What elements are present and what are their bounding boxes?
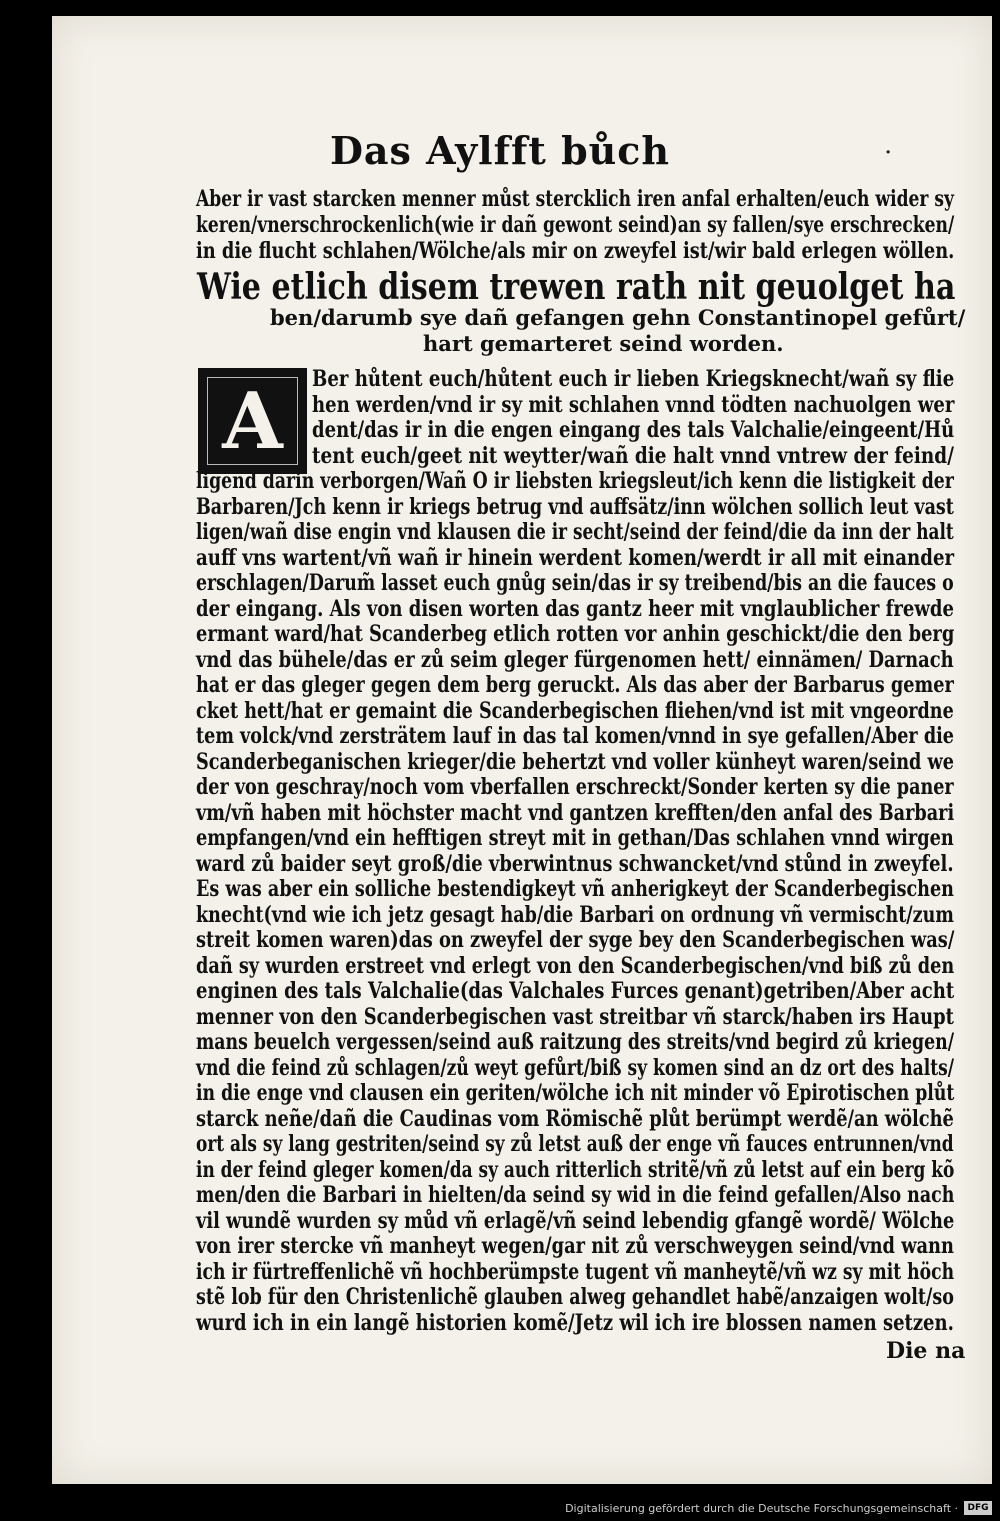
body-line: tem volck/vnd zersträtem lauf in das tal komen/vnnd in sye gefallen/Aber die	[196, 723, 954, 749]
intro-line: in die flucht schlahen/Wölche/als mir on zweyfel ist/wir bald erlegen wöllen.	[196, 238, 955, 264]
body-line: Es was aber ein solliche bestendigkeyt vñ anherigkeyt der Scanderbegischen	[196, 876, 954, 902]
body-line: hat er das gleger gegen dem berg geruckt. Als das aber der Barbarus gemer	[196, 672, 954, 698]
body-line: der eingang. Als von disen worten das gantz heer mit vnglaublicher frewde	[196, 595, 954, 622]
chapter-heading-line3: hart gemarteret seind worden.	[423, 331, 784, 356]
body-line: ort als sy lang gestriten/seind sy zů letst auß der enge vñ fauces entrunnen/vnd	[196, 1131, 954, 1157]
body-line: starck neñe/dañ die Caudinas vom Römischẽ plůt berümpt werdẽ/an wölchẽ	[196, 1105, 954, 1132]
body-line: vil wundẽ wurden sy můd vñ erlagẽ/vñ seind lebendig gfangẽ wordẽ/ Wölche	[196, 1207, 955, 1234]
body-line: ligend darin verborgen/Wañ O ir liebsten kriegsleut/ich kenn die listigkeit der	[196, 468, 954, 494]
body-line: wurd ich in ein langẽ historien komẽ/Jetz wil ich ire blossen namen setzen.	[196, 1309, 954, 1336]
body-line: menner von den Scanderbegischen vast streitbar vñ starck/haben irs Haupt	[196, 1003, 954, 1030]
body-line: cket hett/hat er gemaint die Scanderbegischen fliehen/vnd ist mit vngeordne	[196, 697, 954, 724]
body-line: empfangen/vnd ein hefftigen streyt mit in gethan/Das schlahen vnnd wirgen	[196, 825, 954, 851]
running-head	[0, 128, 1000, 173]
body-line: auff vns wartent/vñ wañ ir hinein werdent komen/werdt ir all mit einander	[196, 544, 955, 571]
body-line: men/den die Barbari in hielten/da seind sy wid in die feind gefallen/Also nach	[196, 1182, 955, 1208]
body-line: Ber hůtent euch/hůtent euch ir lieben Kriegsknecht/wañ sy flie	[312, 366, 955, 392]
body-line: dent/das ir in die engen eingang des tals Valchalie/eingeent/Hů	[312, 417, 955, 443]
catchword: Die na	[886, 1338, 966, 1364]
body-line: ich ir fürtreffenlichẽ vñ hochberümpste tugent vñ manheytẽ/vñ wz sy mit höch	[196, 1258, 955, 1285]
chapter-heading: Wie etlich disem trewen rath nit geuolget ha	[197, 266, 956, 308]
body-line: in der feind gleger komen/da sy auch ritterlich stritẽ/vñ zů letst auf ein berg kõ	[196, 1156, 955, 1183]
body-line: Scanderbeganischen krieger/die behertzt vnd voller künheyt waren/seind we	[196, 748, 954, 775]
body-line: erschlagen/Darum̃ lasset euch gnůg sein/das ir sy treibend/bis an die fauces o	[196, 570, 954, 596]
body-line: streit komen waren)das on zweyfel der syge bey den Scanderbegischen was/	[196, 927, 955, 953]
body-line: ligen/wañ dise engin vnd klausen die ir secht/seind der feind/die da inn der halt	[196, 519, 954, 545]
body-line: stẽ lob für den Christenlichẽ glauben alweg gehandlet habẽ/anzaigen wolt/so	[196, 1284, 954, 1310]
dfg-logo: DFG	[964, 1501, 992, 1515]
body-line: enginen des tals Valchalie(das Valchales Furces genant)getriben/Aber acht	[196, 978, 955, 1004]
body-line: mans beuelch vergessen/seind auß raitzung des streits/vnd begird zů kriegen/	[196, 1029, 955, 1055]
footer-text: Digitalisierung gefördert durch die Deutsche Forschungsgemeinschaft ·	[565, 1502, 958, 1515]
body-line: vnd die feind zů schlagen/zů weyt gefůrt/biß sy komen sind an dz ort des halts/	[196, 1054, 955, 1081]
body-line: vnd das bühele/das er zů seim gleger fürgenomen hett/ einnämen/ Darnach	[196, 646, 954, 673]
decorated-initial: A	[198, 368, 307, 474]
body-line: von irer stercke vñ manheyt wegen/gar nit zů verschweygen seind/vnd wann	[196, 1233, 954, 1259]
intro-line: keren/vnerschrockenlich(wie ir dañ gewont seind)an sy fallen/sye erschrecken/	[196, 212, 955, 238]
body-line: tent euch/geet nit weytter/wañ die halt vnnd vntrew der feind/	[312, 442, 954, 469]
body-line: dañ sy wurden erstreet vnd erlegt von den Scanderbegischen/vnd biß zů den	[196, 952, 955, 979]
digitization-footer	[0, 1498, 998, 1518]
body-line: der von geschray/noch vom vberfallen erschreckt/Sonder kerten sy die paner	[196, 774, 954, 800]
body-line: hen werden/vnd ir sy mit schlahen vnnd tödten nachuolgen wer	[312, 391, 955, 418]
body-line: ermant ward/hat Scanderbeg etlich rotten vor anhin geschickt/die den berg	[196, 621, 955, 647]
body-line: ward zů baider seyt groß/die vberwintnus schwancket/vnd stůnd in zweyfel.	[196, 850, 954, 877]
body-line: knecht(vnd wie ich jetz gesagt hab/die Barbari on ordnung vñ vermischt/zum	[196, 901, 954, 928]
body-line: in die enge vnd clausen ein geriten/wölche ich nit minder võ Epirotischen plůt	[196, 1080, 955, 1106]
running-head-mark: ·	[885, 142, 893, 163]
running-head-title: Das Aylfft bůch	[329, 128, 671, 173]
body-line: vm/vñ haben mit höchster macht vnd gantzen krefften/den anfal des Barbari	[196, 799, 955, 826]
chapter-heading-line2: ben/darumb sye dañ gefangen gehn Constantinopel gefůrt/	[270, 305, 966, 330]
intro-line: Aber ir vast starcken menner můst stercklich iren anfal erhalten/euch wider sy	[196, 186, 954, 212]
body-line: Barbaren/Jch kenn ir kriegs betrug vnd auffsätz/inn wölchen sollich leut vast	[196, 493, 954, 520]
